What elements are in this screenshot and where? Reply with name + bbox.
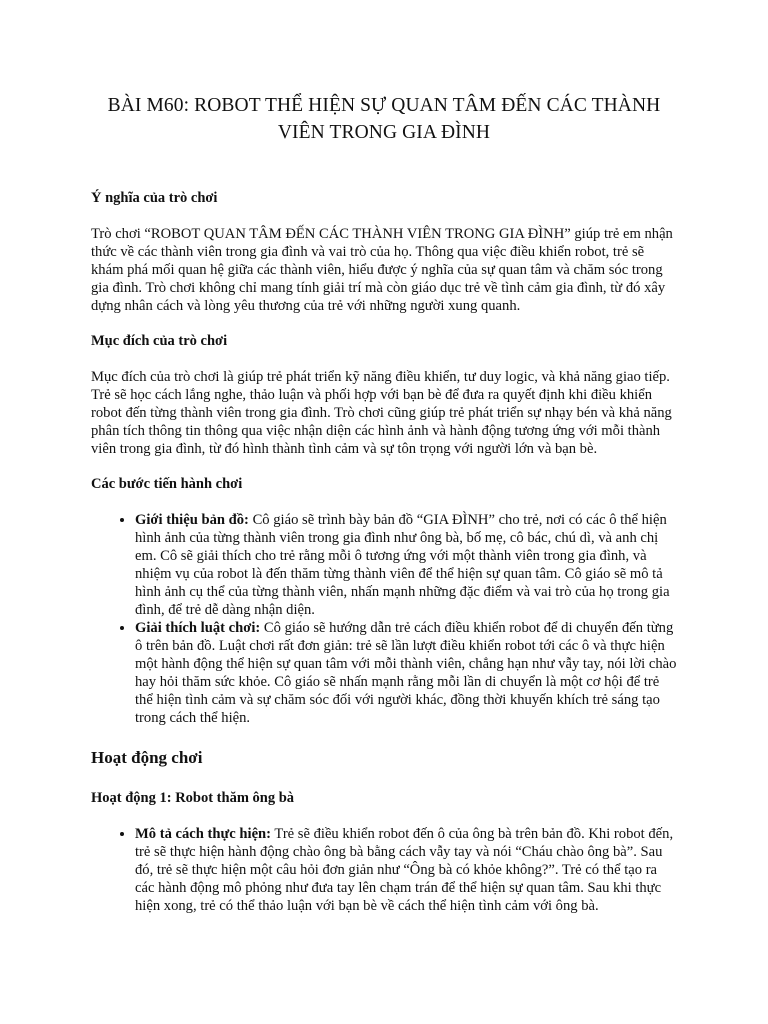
activity1-heading: Hoạt động 1: Robot thăm ông bà [91,790,295,806]
list-item-label: Mô tả cách thực hiện: [135,826,272,842]
section-paragraph-meaning: Trò chơi “ROBOT QUAN TÂM ĐẾN CÁC THÀNH VIÊN TRONG GIA ĐÌNH” giúp trẻ em nhận thức về các thành viên trong gia đình và vai trò của họ. Thông qua việc điều khiển robot, trẻ sẽ khám phá mối quan hệ giữa các thành viên, hiểu được ý nghĩa của sự quan tâm và chăm sóc trong gia đình. Trò chơi không chỉ mang tính giải trí mà còn giáo dục trẻ về tình cảm gia đình, từ đó xây dựng nhân cách và lòng yêu thương của trẻ với những người xung quanh. [91,226,673,314]
activity1-list [91,825,677,915]
section-heading-steps: Các bước tiến hành chơi [91,476,243,492]
steps-list [91,511,677,727]
page-title: BÀI M60: ROBOT THỂ HIỆN SỰ QUAN TÂM ĐẾN CÁC THÀNH VIÊN TRONG GIA ĐÌNH [107,95,661,143]
section-heading-purpose: Mục đích của trò chơi [91,333,228,349]
list-item-text: Cô giáo sẽ hướng dẫn trẻ cách điều khiển robot để di chuyển đến từng ô trên bản đồ. Luật chơi rất đơn giản: trẻ sẽ lần lượt điều khiển robot tới các ô và thực hiện một hành động thể hiện sự quan tâm với mỗi thành viên, chẳng hạn như vẫy tay, nói lời chào hay hỏi thăm sức khỏe. Cô giáo sẽ nhấn mạnh rằng mỗi lần di chuyển là một cơ hội để trẻ thể hiện tình cảm và sự chăm sóc đối với người khác, đồng thời khuyến khích trẻ sáng tạo trong cách thể hiện. [135,620,677,726]
section-paragraph-purpose: Mục đích của trò chơi là giúp trẻ phát triển kỹ năng điều khiển, tư duy logic, và khả năng giao tiếp. Trẻ sẽ học cách lắng nghe, thảo luận và phối hợp với bạn bè để đưa ra quyết định khi điều khiển robot đến từng thành viên trong gia đình. Trò chơi cũng giúp trẻ phát triển sự nhạy bén và khả năng phân tích thông tin thông qua việc nhận diện các hình ảnh và hành động tương ứng với mỗi thành viên trong gia đình, từ đó hình thành tình cảm và sự tôn trọng với người lớn và bạn bè. [91,369,672,457]
list-item-label: Giải thích luật chơi: [135,620,261,636]
list-item [135,825,677,915]
list-item [135,511,677,619]
list-item-text: Trẻ sẽ điều khiển robot đến ô của ông bà trên bản đồ. Khi robot đến, trẻ sẽ thực hiện hành động chào ông bà bằng cách vẫy tay và nói “Cháu chào ông bà”. Sau đó, trẻ sẽ thực hiện một câu hỏi đơn giản như “Ông bà có khỏe không?”. Trẻ có thể tạo ra các hành động mô phỏng như đưa tay lên chạm trán để thể hiện sự quan tâm. Sau khi thực hiện xong, trẻ có thể thảo luận với bạn bè về cách thể hiện tình cảm với ông bà. [135,826,674,914]
list-item-text: Cô giáo sẽ trình bày bản đồ “GIA ĐÌNH” cho trẻ, nơi có các ô thể hiện hình ảnh của từng thành viên trong gia đình như ông bà, bố mẹ, cô bác, chú dì, và anh chị em. Cô sẽ giải thích cho trẻ rằng mỗi ô tương ứng với một thành viên trong gia đình, và nhiệm vụ của robot là đến thăm từng thành viên để thể hiện sự quan tâm. Cô giáo sẽ mô tả hình ảnh cụ thể của từng thành viên, nhấn mạnh những đặc điểm và vai trò của họ trong gia đình, để trẻ dễ dàng nhận diện. [135,512,670,618]
list-item-label: Giới thiệu bản đồ: [135,512,249,528]
activity-heading: Hoạt động chơi [91,748,203,767]
section-heading-meaning: Ý nghĩa của trò chơi [91,190,218,206]
list-item [135,619,677,727]
